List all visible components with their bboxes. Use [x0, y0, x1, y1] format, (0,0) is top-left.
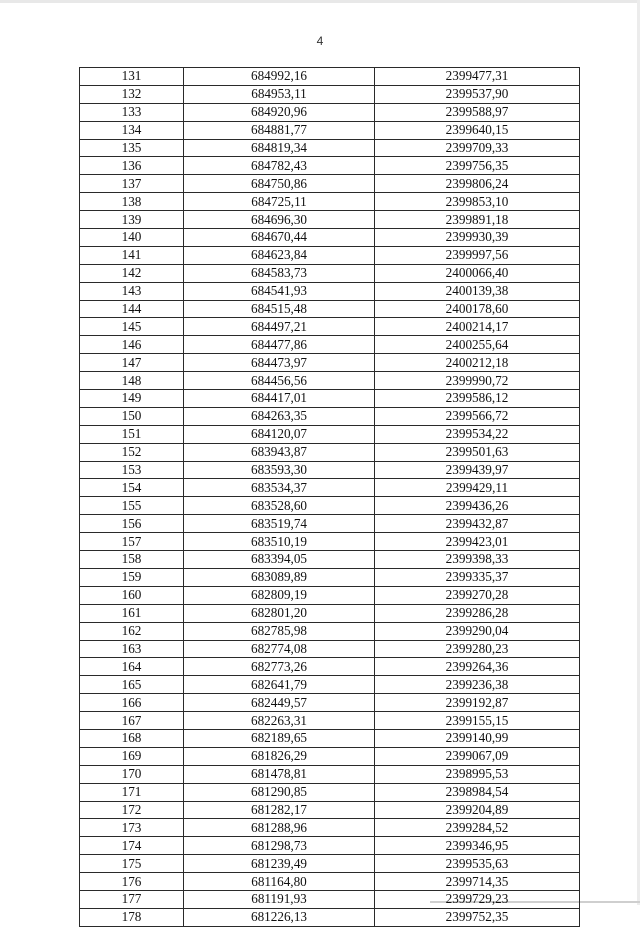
- table-row: [80, 712, 580, 730]
- point-number-cell: 153: [80, 461, 184, 479]
- x-coordinate-cell: 684120,07: [184, 425, 375, 443]
- x-coordinate-cell: 681290,85: [184, 783, 375, 801]
- x-coordinate-cell: 684696,30: [184, 211, 375, 229]
- x-coordinate-cell: 684263,35: [184, 407, 375, 425]
- point-number-cell: 170: [80, 765, 184, 783]
- x-coordinate-cell: 681478,81: [184, 765, 375, 783]
- table-row: [80, 765, 580, 783]
- x-coordinate-cell: 682449,57: [184, 694, 375, 712]
- y-coordinate-cell: 2399439,97: [375, 461, 580, 479]
- point-number-cell: 140: [80, 229, 184, 247]
- y-coordinate-cell: 2399429,11: [375, 479, 580, 497]
- table-row: [80, 676, 580, 694]
- y-coordinate-cell: 2399280,23: [375, 640, 580, 658]
- y-coordinate-cell: 2399436,26: [375, 497, 580, 515]
- table-row: [80, 837, 580, 855]
- x-coordinate-cell: 682801,20: [184, 604, 375, 622]
- x-coordinate-cell: 684782,43: [184, 157, 375, 175]
- point-number-cell: 135: [80, 139, 184, 157]
- y-coordinate-cell: 2399640,15: [375, 121, 580, 139]
- y-coordinate-cell: 2400178,60: [375, 300, 580, 318]
- point-number-cell: 149: [80, 390, 184, 408]
- point-number-cell: 139: [80, 211, 184, 229]
- y-coordinate-cell: 2398984,54: [375, 783, 580, 801]
- point-number-cell: 159: [80, 568, 184, 586]
- page-number: 4: [316, 34, 324, 48]
- point-number-cell: 156: [80, 515, 184, 533]
- table-row: [80, 497, 580, 515]
- y-coordinate-cell: 2399729,23: [375, 890, 580, 908]
- point-number-cell: 161: [80, 604, 184, 622]
- x-coordinate-cell: 683593,30: [184, 461, 375, 479]
- point-number-cell: 155: [80, 497, 184, 515]
- y-coordinate-cell: 2399752,35: [375, 908, 580, 926]
- point-number-cell: 137: [80, 175, 184, 193]
- y-coordinate-cell: 2399997,56: [375, 246, 580, 264]
- table-row: [80, 193, 580, 211]
- y-coordinate-cell: 2400139,38: [375, 282, 580, 300]
- x-coordinate-cell: 683528,60: [184, 497, 375, 515]
- y-coordinate-cell: 2399264,36: [375, 658, 580, 676]
- table-row: [80, 461, 580, 479]
- table-row: [80, 729, 580, 747]
- table-row: [80, 300, 580, 318]
- y-coordinate-cell: 2399236,38: [375, 676, 580, 694]
- point-number-cell: 162: [80, 622, 184, 640]
- table-row: [80, 622, 580, 640]
- point-number-cell: 171: [80, 783, 184, 801]
- x-coordinate-cell: 681826,29: [184, 747, 375, 765]
- x-coordinate-cell: 683519,74: [184, 515, 375, 533]
- point-number-cell: 177: [80, 890, 184, 908]
- table-row: [80, 747, 580, 765]
- x-coordinate-cell: 684477,86: [184, 336, 375, 354]
- y-coordinate-cell: 2399432,87: [375, 515, 580, 533]
- x-coordinate-cell: 684920,96: [184, 103, 375, 121]
- table-row: [80, 282, 580, 300]
- point-number-cell: 132: [80, 85, 184, 103]
- point-number-cell: 168: [80, 729, 184, 747]
- y-coordinate-cell: 2399806,24: [375, 175, 580, 193]
- y-coordinate-cell: 2399714,35: [375, 873, 580, 891]
- x-coordinate-cell: 684953,11: [184, 85, 375, 103]
- x-coordinate-cell: 681298,73: [184, 837, 375, 855]
- table-row: [80, 139, 580, 157]
- y-coordinate-cell: 2399930,39: [375, 229, 580, 247]
- point-number-cell: 173: [80, 819, 184, 837]
- x-coordinate-cell: 682189,65: [184, 729, 375, 747]
- y-coordinate-cell: 2399286,28: [375, 604, 580, 622]
- x-coordinate-cell: 681288,96: [184, 819, 375, 837]
- table-row: [80, 801, 580, 819]
- point-number-cell: 141: [80, 246, 184, 264]
- y-coordinate-cell: 2399891,18: [375, 211, 580, 229]
- x-coordinate-cell: 684670,44: [184, 229, 375, 247]
- y-coordinate-cell: 2399204,89: [375, 801, 580, 819]
- point-number-cell: 134: [80, 121, 184, 139]
- x-coordinate-cell: 684583,73: [184, 264, 375, 282]
- point-number-cell: 165: [80, 676, 184, 694]
- x-coordinate-cell: 683943,87: [184, 443, 375, 461]
- point-number-cell: 175: [80, 855, 184, 873]
- table-row: [80, 175, 580, 193]
- x-coordinate-cell: 684992,16: [184, 68, 375, 86]
- point-number-cell: 144: [80, 300, 184, 318]
- y-coordinate-cell: 2399290,04: [375, 622, 580, 640]
- y-coordinate-cell: 2399270,28: [375, 586, 580, 604]
- y-coordinate-cell: 2400066,40: [375, 264, 580, 282]
- y-coordinate-cell: 2399534,22: [375, 425, 580, 443]
- table-row: [80, 407, 580, 425]
- point-number-cell: 163: [80, 640, 184, 658]
- table-row: [80, 533, 580, 551]
- table-row: [80, 229, 580, 247]
- y-coordinate-cell: 2399335,37: [375, 568, 580, 586]
- point-number-cell: 174: [80, 837, 184, 855]
- x-coordinate-cell: 684473,97: [184, 354, 375, 372]
- table-row: [80, 819, 580, 837]
- x-coordinate-cell: 681282,17: [184, 801, 375, 819]
- y-coordinate-cell: 2399155,15: [375, 712, 580, 730]
- point-number-cell: 133: [80, 103, 184, 121]
- coordinates-table-body: [80, 68, 580, 927]
- point-number-cell: 178: [80, 908, 184, 926]
- table-row: [80, 68, 580, 86]
- scan-edge-top: [0, 0, 640, 3]
- table-row: [80, 855, 580, 873]
- point-number-cell: 148: [80, 372, 184, 390]
- x-coordinate-cell: 684456,56: [184, 372, 375, 390]
- y-coordinate-cell: 2400255,64: [375, 336, 580, 354]
- x-coordinate-cell: 684541,93: [184, 282, 375, 300]
- table-row: [80, 85, 580, 103]
- x-coordinate-cell: 682773,26: [184, 658, 375, 676]
- table-row: [80, 264, 580, 282]
- table-row: [80, 568, 580, 586]
- table-row: [80, 551, 580, 569]
- table-row: [80, 658, 580, 676]
- table-row: [80, 890, 580, 908]
- x-coordinate-cell: 684725,11: [184, 193, 375, 211]
- y-coordinate-cell: 2399586,12: [375, 390, 580, 408]
- table-row: [80, 694, 580, 712]
- point-number-cell: 152: [80, 443, 184, 461]
- x-coordinate-cell: 682641,79: [184, 676, 375, 694]
- y-coordinate-cell: 2399423,01: [375, 533, 580, 551]
- y-coordinate-cell: 2400214,17: [375, 318, 580, 336]
- table-row: [80, 586, 580, 604]
- point-number-cell: 131: [80, 68, 184, 86]
- table-row: [80, 873, 580, 891]
- table-row: [80, 443, 580, 461]
- table-row: [80, 604, 580, 622]
- point-number-cell: 157: [80, 533, 184, 551]
- x-coordinate-cell: 684515,48: [184, 300, 375, 318]
- point-number-cell: 142: [80, 264, 184, 282]
- table-row: [80, 157, 580, 175]
- table-row: [80, 783, 580, 801]
- y-coordinate-cell: 2399566,72: [375, 407, 580, 425]
- coordinates-table: [79, 67, 580, 927]
- y-coordinate-cell: 2400212,18: [375, 354, 580, 372]
- table-row: [80, 354, 580, 372]
- y-coordinate-cell: 2399284,52: [375, 819, 580, 837]
- y-coordinate-cell: 2399853,10: [375, 193, 580, 211]
- y-coordinate-cell: 2399398,33: [375, 551, 580, 569]
- table-row: [80, 390, 580, 408]
- y-coordinate-cell: 2399346,95: [375, 837, 580, 855]
- point-number-cell: 158: [80, 551, 184, 569]
- x-coordinate-cell: 684881,77: [184, 121, 375, 139]
- point-number-cell: 154: [80, 479, 184, 497]
- y-coordinate-cell: 2399535,63: [375, 855, 580, 873]
- table-row: [80, 908, 580, 926]
- table-row: [80, 372, 580, 390]
- x-coordinate-cell: 682809,19: [184, 586, 375, 604]
- point-number-cell: 143: [80, 282, 184, 300]
- x-coordinate-cell: 683534,37: [184, 479, 375, 497]
- point-number-cell: 145: [80, 318, 184, 336]
- x-coordinate-cell: 681191,93: [184, 890, 375, 908]
- y-coordinate-cell: 2399588,97: [375, 103, 580, 121]
- table-row: [80, 211, 580, 229]
- point-number-cell: 147: [80, 354, 184, 372]
- x-coordinate-cell: 682263,31: [184, 712, 375, 730]
- x-coordinate-cell: 683394,05: [184, 551, 375, 569]
- table-row: [80, 515, 580, 533]
- table-row: [80, 640, 580, 658]
- table-row: [80, 103, 580, 121]
- y-coordinate-cell: 2399477,31: [375, 68, 580, 86]
- y-coordinate-cell: 2399501,63: [375, 443, 580, 461]
- table-row: [80, 479, 580, 497]
- x-coordinate-cell: 681164,80: [184, 873, 375, 891]
- x-coordinate-cell: 681239,49: [184, 855, 375, 873]
- point-number-cell: 167: [80, 712, 184, 730]
- y-coordinate-cell: 2399537,90: [375, 85, 580, 103]
- x-coordinate-cell: 684819,34: [184, 139, 375, 157]
- table-row: [80, 318, 580, 336]
- point-number-cell: 166: [80, 694, 184, 712]
- point-number-cell: 150: [80, 407, 184, 425]
- y-coordinate-cell: 2398995,53: [375, 765, 580, 783]
- x-coordinate-cell: 684623,84: [184, 246, 375, 264]
- x-coordinate-cell: 684417,01: [184, 390, 375, 408]
- point-number-cell: 138: [80, 193, 184, 211]
- point-number-cell: 176: [80, 873, 184, 891]
- x-coordinate-cell: 683089,89: [184, 568, 375, 586]
- point-number-cell: 136: [80, 157, 184, 175]
- x-coordinate-cell: 682785,98: [184, 622, 375, 640]
- y-coordinate-cell: 2399990,72: [375, 372, 580, 390]
- table-row: [80, 246, 580, 264]
- point-number-cell: 160: [80, 586, 184, 604]
- point-number-cell: 151: [80, 425, 184, 443]
- table-row: [80, 121, 580, 139]
- table-row: [80, 425, 580, 443]
- point-number-cell: 164: [80, 658, 184, 676]
- table-row: [80, 336, 580, 354]
- point-number-cell: 172: [80, 801, 184, 819]
- y-coordinate-cell: 2399192,87: [375, 694, 580, 712]
- point-number-cell: 169: [80, 747, 184, 765]
- x-coordinate-cell: 684497,21: [184, 318, 375, 336]
- y-coordinate-cell: 2399140,99: [375, 729, 580, 747]
- y-coordinate-cell: 2399709,33: [375, 139, 580, 157]
- x-coordinate-cell: 683510,19: [184, 533, 375, 551]
- y-coordinate-cell: 2399067,09: [375, 747, 580, 765]
- x-coordinate-cell: 684750,86: [184, 175, 375, 193]
- x-coordinate-cell: 682774,08: [184, 640, 375, 658]
- x-coordinate-cell: 681226,13: [184, 908, 375, 926]
- y-coordinate-cell: 2399756,35: [375, 157, 580, 175]
- point-number-cell: 146: [80, 336, 184, 354]
